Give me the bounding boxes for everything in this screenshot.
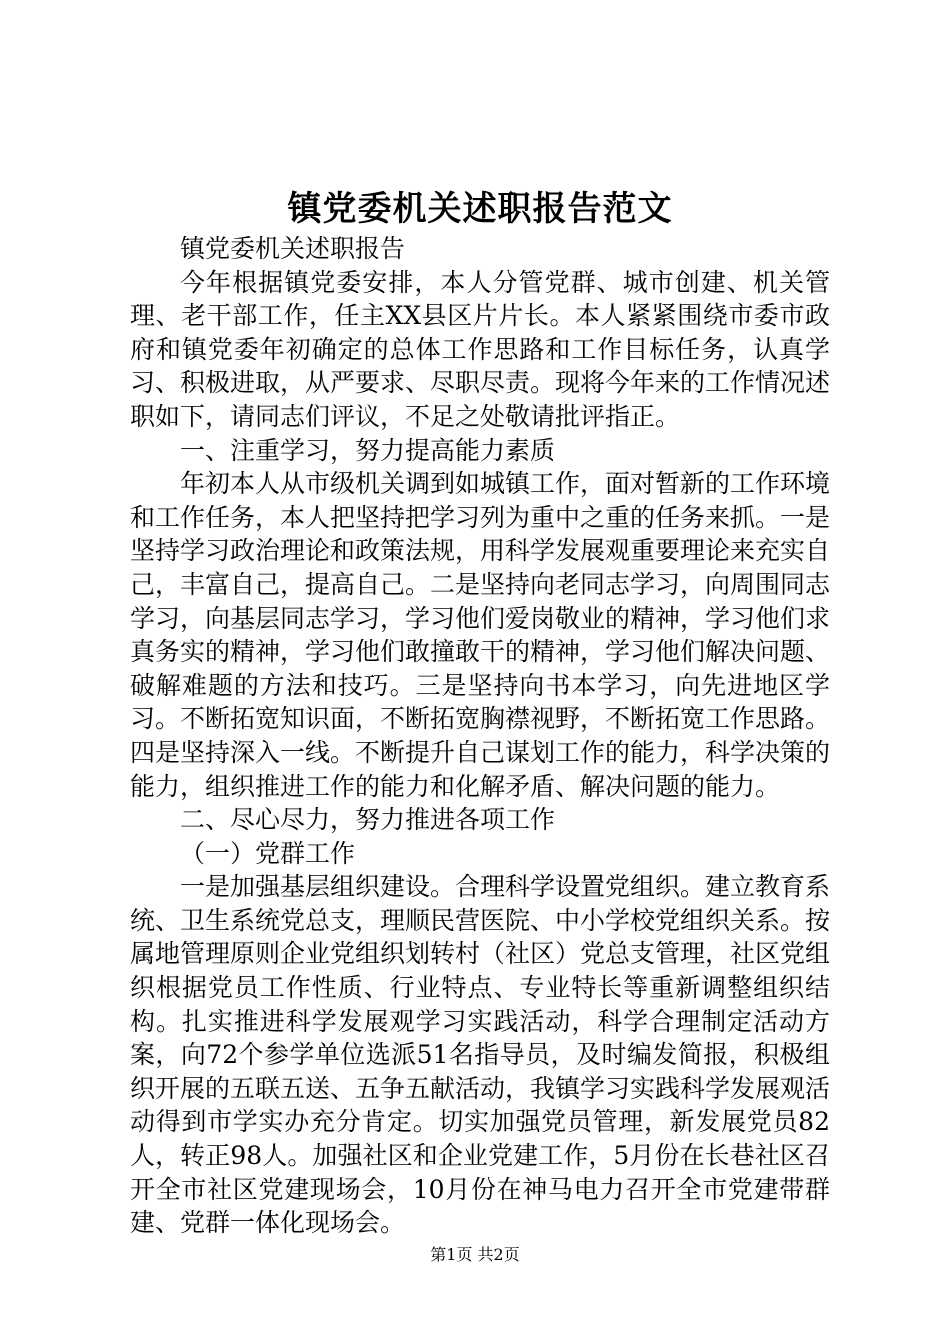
party-work-paragraph: 一是加强基层组织建设。合理科学设置党组织。建立教育系统、卫生系统党总支，理顺民营医院、中小学校党组织关系。按属地管理原则企业党组织划转村（社区）党总支管理，社区党组织根据党员工作性质、行业特点、专业特长等重新调整组织结构。扎实推进科学发展观学习实践活动，科学合理制定活动方案，向72个参学单位选派51名指导员，及时编发简报，积极组织开展的五联五送、五争五献活动，我镇学习实践科学发展观活动得到市学实办充分肯定。切实加强党员管理，新发展党员82人，转正98人。加强社区和企业党建工作，5月份在长巷社区召开全市社区党建现场会，10月份在神马电力召开全市党建带群建、党群一体化现场会。 bbox=[130, 872, 831, 1238]
intro-paragraph: 今年根据镇党委安排，本人分管党群、城市创建、机关管理、老干部工作，任主XX县区片片长。本人紧紧围绕市委市政府和镇党委年初确定的总体工作思路和工作目标任务，认真学习、积极进取，从严要求、尽职尽责。现将今年来的工作情况述职如下，请同志们评议，不足之处敬请批评指正。 bbox=[130, 267, 831, 431]
document-page bbox=[130, 186, 830, 1240]
subtitle-paragraph: 镇党委机关述职报告 bbox=[180, 234, 406, 263]
subsection-heading-party: （一）党群工作 bbox=[180, 838, 356, 868]
study-paragraph: 年初本人从市级机关调到如城镇工作，面对暂新的工作环境和工作任务，本人把坚持把学习列为重中之重的任务来抓。一是坚持学习政治理论和政策法规，用科学发展观重要理论来充实自己，丰富自己，提高自己。二是坚持向老同志学习，向周围同志学习，向基层同志学习，学习他们爱岗敬业的精神，学习他们求真务实的精神，学习他们敢撞敢干的精神，学习他们解决问题、破解难题的方法和技巧。三是坚持向书本学习，向先进地区学习。不断拓宽知识面，不断拓宽胸襟视野，不断拓宽工作思路。四是坚持深入一线。不断提升自己谋划工作的能力，科学决策的能力，组织推进工作的能力和化解矛盾、解决问题的能力。 bbox=[130, 469, 831, 801]
section-heading-work: 二、尽心尽力，努力推进各项工作 bbox=[180, 805, 556, 835]
section-heading-study: 一、注重学习，努力提高能力素质 bbox=[180, 435, 556, 465]
page-footer: 第1页 共2页 bbox=[430, 1245, 520, 1264]
document-title: 镇党委机关述职报告范文 bbox=[287, 189, 673, 229]
